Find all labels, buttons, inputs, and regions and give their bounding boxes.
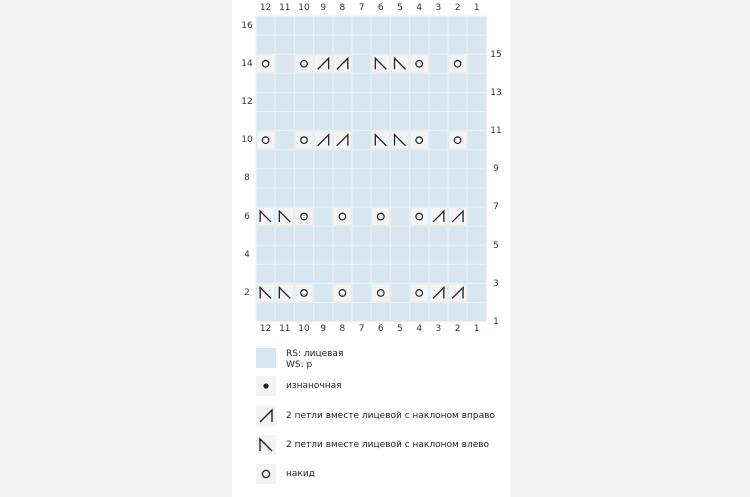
row-number-left: 16	[241, 20, 253, 31]
yo-stitch-icon	[411, 284, 428, 301]
legend-ssk-label: 2 петли вместе лицевой с наклоном влево	[286, 440, 490, 450]
row-number-right: 15	[490, 49, 502, 60]
yo-stitch-icon	[372, 208, 389, 225]
yo-stitch-icon	[295, 208, 312, 225]
column-number-top: 10	[298, 3, 310, 13]
column-number-top: 3	[435, 3, 442, 13]
column-number-top: 6	[377, 3, 384, 13]
column-number-bottom: 3	[435, 324, 442, 334]
column-number-top: 2	[454, 3, 461, 13]
column-number-top: 4	[416, 3, 423, 13]
yo-stitch-icon	[334, 208, 351, 225]
k2tog-stitch-icon	[449, 284, 466, 301]
k2tog-stitch-icon	[315, 132, 332, 149]
row-number-left: 14	[241, 58, 253, 69]
row-number-right: 3	[493, 278, 499, 289]
column-number-bottom: 4	[416, 324, 423, 334]
row-number-left: 12	[241, 96, 253, 107]
row-number-left: 6	[244, 211, 250, 222]
yo-stitch-icon	[411, 208, 428, 225]
column-number-bottom: 6	[377, 324, 384, 334]
ssk-stitch-icon	[257, 208, 274, 225]
legend-yo-label: накид	[286, 469, 315, 479]
legend-k2tog-label: 2 петли вместе лицевой с наклоном вправо	[286, 411, 495, 421]
row-number-right: 1	[493, 317, 499, 328]
column-number-top: 7	[358, 3, 365, 13]
yo-stitch-icon	[295, 55, 312, 72]
row-number-left: 4	[244, 249, 250, 260]
column-number-top: 11	[279, 3, 291, 13]
column-number-top: 1	[473, 3, 480, 13]
k2tog-stitch-icon	[430, 284, 447, 301]
column-number-bottom: 9	[320, 324, 327, 334]
row-number-left: 8	[244, 173, 250, 184]
ssk-stitch-icon	[276, 208, 293, 225]
row-number-right: 5	[493, 240, 499, 251]
yo-stitch-icon	[411, 55, 428, 72]
column-number-top: 5	[397, 3, 403, 13]
ssk-stitch-icon	[391, 132, 408, 149]
k2tog-stitch-icon	[315, 55, 332, 72]
row-number-right: 11	[490, 126, 502, 137]
yo-stitch-icon	[372, 284, 389, 301]
column-number-bottom: 12	[259, 324, 272, 334]
yo-stitch-icon	[334, 284, 351, 301]
k2tog-stitch-icon	[430, 208, 447, 225]
row-number-left: 2	[244, 287, 250, 298]
column-number-bottom: 5	[397, 324, 403, 334]
row-number-left: 10	[241, 135, 253, 146]
yo-stitch-icon	[257, 132, 274, 149]
yo-stitch-icon	[449, 132, 466, 149]
ssk-stitch-icon	[257, 284, 274, 301]
legend-rs-label: RS: лицевая	[286, 349, 344, 359]
legend-ssk-icon	[256, 435, 276, 455]
column-number-bottom: 2	[454, 324, 461, 334]
column-number-top: 8	[339, 3, 346, 13]
yo-stitch-icon	[411, 132, 428, 149]
column-number-bottom: 7	[358, 324, 365, 334]
legend-ws-label: WS: p	[286, 360, 313, 370]
legend-k2tog-icon	[256, 406, 276, 426]
row-number-right: 7	[493, 202, 499, 213]
ssk-stitch-icon	[276, 284, 293, 301]
k2tog-stitch-icon	[334, 132, 351, 149]
ssk-stitch-icon	[372, 55, 389, 72]
column-number-top: 12	[259, 3, 272, 13]
yo-stitch-icon	[257, 55, 274, 72]
yo-stitch-icon	[295, 284, 312, 301]
legend-purl-icon	[256, 376, 276, 396]
yo-stitch-icon	[449, 55, 466, 72]
column-number-bottom: 8	[339, 324, 346, 334]
k2tog-stitch-icon	[334, 55, 351, 72]
row-number-right: 9	[493, 164, 499, 175]
yo-stitch-icon	[295, 132, 312, 149]
column-number-bottom: 11	[279, 324, 291, 334]
legend-purl-label: изнаночная	[286, 381, 342, 391]
k2tog-stitch-icon	[449, 208, 466, 225]
row-number-right: 13	[490, 87, 502, 98]
column-number-bottom: 1	[473, 324, 480, 334]
column-number-top: 9	[320, 3, 327, 13]
legend-yo-icon	[256, 464, 276, 484]
legend-knit-swatch	[256, 348, 276, 368]
ssk-stitch-icon	[372, 132, 389, 149]
ssk-stitch-icon	[391, 55, 408, 72]
column-number-bottom: 10	[298, 324, 310, 334]
